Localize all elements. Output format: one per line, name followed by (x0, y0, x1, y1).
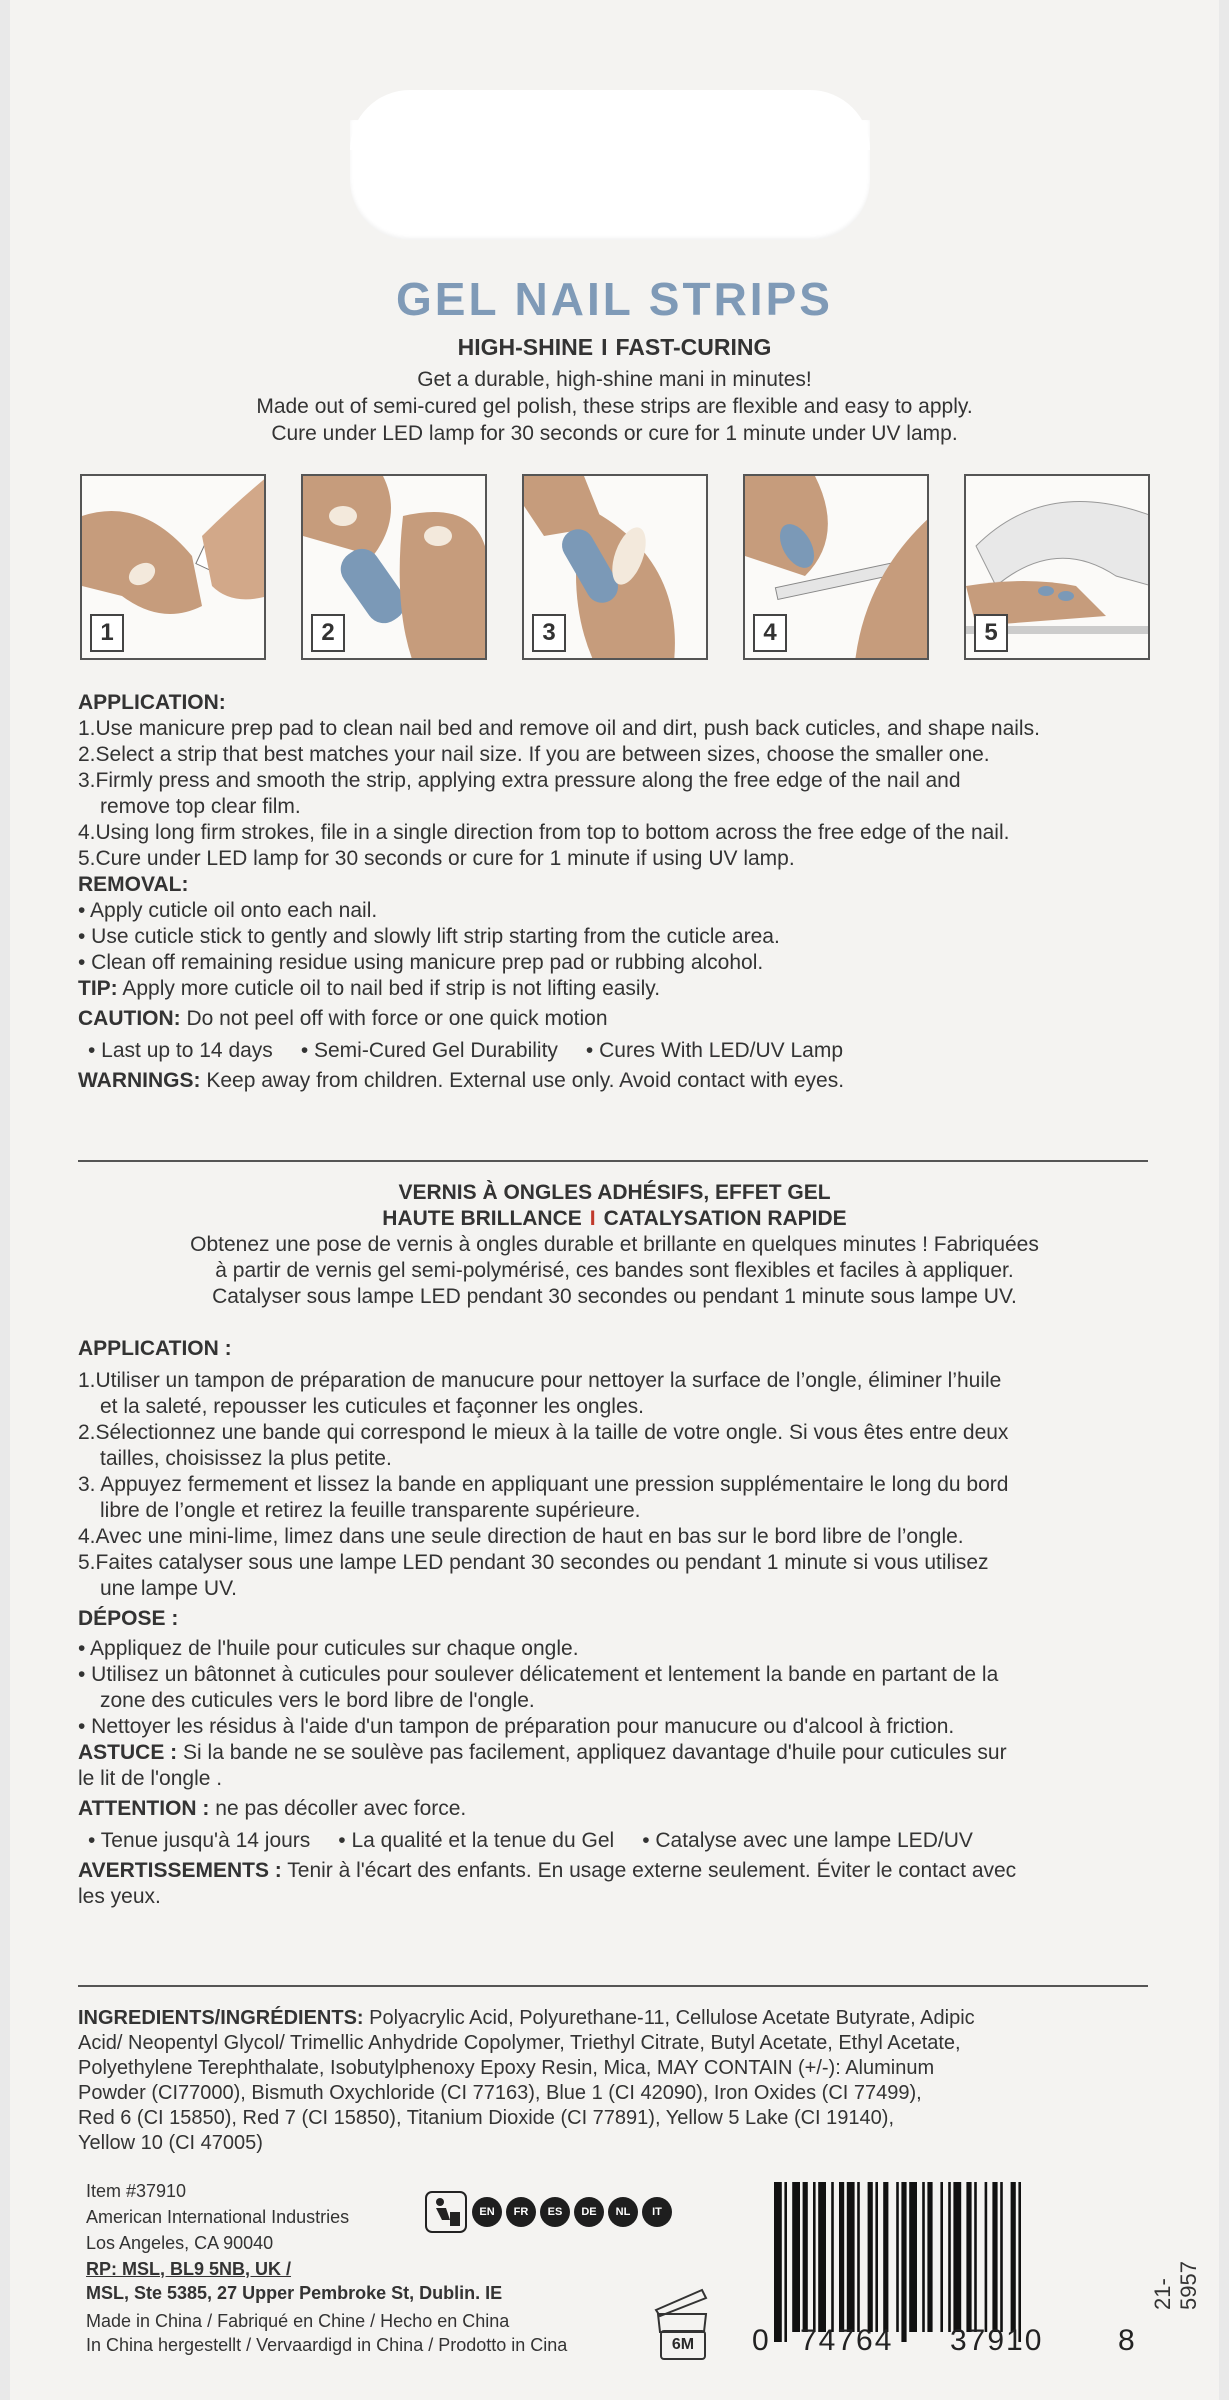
removal-item: • Clean off remaining residue using manicure prep pad or rubbing alcohol. (78, 951, 764, 974)
ingredients-label: INGREDIENTS/INGRÉDIENTS: (78, 2007, 364, 2029)
subtitle-fast-curing: FAST-CURING (615, 334, 772, 360)
rp-address: RP: MSL, BL9 5NB, UK / (86, 2259, 292, 2279)
barcode-bar (940, 2182, 943, 2332)
barcode-bar (922, 2182, 925, 2332)
feature-item: • Cures With LED/UV Lamp (585, 1039, 844, 1062)
barcode-bar (774, 2182, 782, 2342)
barcode-bar (901, 2182, 906, 2342)
barcode-digits-group2: 37910 (950, 2324, 1044, 2357)
open-jar-icon (650, 2284, 714, 2334)
feature-item: • Last up to 14 days (88, 1039, 273, 1062)
barcode-bar (992, 2182, 997, 2332)
ingredients-line: Acid/ Neopentyl Glycol/ Trimellic Anhydride Copolymer, Triethyl Citrate, Butyl Acetate, Ethyl Acetate, (78, 2032, 961, 2054)
french-tip-text: le lit de l'ongle . (78, 1767, 223, 1790)
barcode-bar (868, 2182, 873, 2332)
made-in-line: In China hergestellt / Vervaardigd in China / Prodotto in Cina (86, 2335, 568, 2355)
barcode-bar (847, 2182, 855, 2332)
french-intro-line: à partir de vernis gel semi-polymérisé, ces bandes sont flexibles et faciles à appliquer. (215, 1259, 1014, 1282)
french-instructions (78, 1336, 1158, 1910)
barcode-bar (803, 2182, 808, 2332)
french-header (0, 1180, 1229, 1310)
french-subtitle-separator: I (589, 1207, 596, 1230)
barcode-bar (813, 2182, 816, 2332)
barcode-bar (927, 2182, 932, 2332)
caution-label: CAUTION: (78, 1007, 181, 1030)
warnings-label: WARNINGS: (78, 1069, 201, 1092)
barcode-bar (1018, 2182, 1021, 2342)
barcode-bar (948, 2182, 951, 2332)
divider (78, 1985, 1148, 1987)
barcode-bar (1011, 2182, 1016, 2332)
removal-item: • Use cuticle stick to gently and slowly lift strip starting from the cuticle area. (78, 925, 780, 948)
caution-text: Do not peel off with force or one quick motion (186, 1007, 608, 1030)
french-intro-line: Obtenez une pose de vernis à ongles durable et brillante en quelques minutes ! Fabriquées (190, 1233, 1039, 1256)
ingredients-line: Yellow 10 (CI 47005) (78, 2132, 263, 2154)
feature-item: • Semi-Cured Gel Durability (300, 1039, 558, 1062)
barcode-bar (966, 2182, 971, 2332)
application-step: 1.Use manicure prep pad to clean nail bed and remove oil and dirt, push back cuticles, and shape nails. (78, 717, 1040, 740)
step-3-illustration (522, 474, 708, 660)
barcode-bar (857, 2182, 860, 2332)
intro-line: Made out of semi-cured gel polish, these strips are flexible and easy to apply. (256, 395, 973, 418)
french-removal-item: zone des cuticules vers le bord libre de l'ongle. (100, 1689, 535, 1712)
barcode-bar (909, 2182, 917, 2332)
french-feature-item: • Catalyse avec une lampe LED/UV (642, 1829, 973, 1852)
ingredients-line: Powder (CI77000), Bismuth Oxychloride (CI 77163), Blue 1 (CI 42090), Iron Oxides (CI 77499), (78, 2082, 922, 2104)
french-caution-text: ne pas décoller avec force. (215, 1797, 467, 1820)
french-application-step: 4.Avec une mini-lime, limez dans une seule direction de haut en bas sur le bord libre de l’ongle. (78, 1525, 964, 1548)
french-feature-item: • Tenue jusqu'à 14 jours (88, 1829, 311, 1852)
language-de-badge: DE (574, 2197, 604, 2227)
french-subtitle-b: CATALYSATION RAPIDE (603, 1207, 847, 1230)
barcode-bar (831, 2182, 834, 2332)
barcode-bar (953, 2182, 961, 2332)
feature-list (88, 1038, 1158, 1064)
french-application-step: et la saleté, repousser les cuticules et façonner les ongles. (100, 1395, 644, 1418)
removal-heading: REMOVAL: (78, 873, 189, 896)
barcode-digit-left: 0 (752, 2324, 771, 2357)
step-number: 1 (90, 614, 124, 652)
step-number: 5 (974, 614, 1008, 652)
french-application-step: 5.Faites catalyser sous une lampe LED pendant 30 secondes ou pendant 1 minute si vous utilisez (78, 1551, 989, 1574)
application-step: 2.Select a strip that best matches your nail size. If you are between sizes, choose the smaller one. (78, 743, 990, 766)
barcode-bar (839, 2182, 844, 2332)
french-warnings-text: les yeux. (78, 1885, 161, 1908)
hang-hole (350, 120, 870, 240)
barcode-bar (875, 2182, 878, 2332)
application-step: 4.Using long firm strokes, file in a single direction from top to bottom across the free edge of the nail. (78, 821, 1010, 844)
french-application-step: 2.Sélectionnez une bande qui correspond le mieux à la taille de votre ongle. Si vous êtes entre deux (78, 1421, 1009, 1444)
warnings-text: Keep away from children. External use only. Avoid contact with eyes. (206, 1069, 845, 1092)
barcode-bar (985, 2182, 988, 2332)
product-subtitle (0, 334, 1229, 361)
icon-row (424, 2190, 672, 2234)
french-application-step: une lampe UV. (100, 1577, 237, 1600)
french-removal-item: • Utilisez un bâtonnet à cuticules pour soulever délicatement et lentement la bande en partant de la (78, 1663, 999, 1686)
french-warnings-text: Tenir à l'écart des enfants. En usage externe seulement. Éviter le contact avec (287, 1859, 1017, 1882)
language-nl-badge: NL (608, 2197, 638, 2227)
step-5-illustration (964, 474, 1150, 660)
item-number: Item #37910 (86, 2181, 187, 2201)
french-removal-item: • Appliquez de l'huile pour cuticules sur chaque ongle. (78, 1637, 579, 1660)
barcode-bar (896, 2182, 899, 2332)
french-intro-line: Catalyser sous lampe LED pendant 30 secondes ou pendant 1 minute sous lampe UV. (212, 1285, 1017, 1308)
french-tip-text: Si la bande ne se soulève pas facilement, appliquez davantage d'huile pour cuticules sur (183, 1741, 1007, 1764)
barcode-digit-right: 8 (1118, 2324, 1137, 2357)
french-warnings-label: AVERTISSEMENTS : (78, 1859, 282, 1882)
french-feature-list (88, 1828, 1158, 1854)
intro-line: Cure under LED lamp for 30 seconds or cure for 1 minute under UV lamp. (271, 422, 958, 445)
ingredients (78, 2006, 1158, 2156)
language-fr-badge: FR (506, 2197, 536, 2227)
ingredients-line: Polyacrylic Acid, Polyurethane-11, Cellulose Acetate Butyrate, Adipic (369, 2007, 975, 2029)
french-application-heading: APPLICATION : (78, 1337, 232, 1360)
made-in-line: Made in China / Fabriqué en Chine / Hecho en China (86, 2311, 510, 2331)
barcode-bar (792, 2182, 800, 2332)
french-removal-heading: DÉPOSE : (78, 1607, 179, 1630)
barcode-bar (818, 2182, 826, 2332)
period-after-opening-icon (650, 2284, 714, 2364)
language-es-badge: ES (540, 2197, 570, 2227)
language-it-badge: IT (642, 2197, 672, 2227)
barcode-bar (974, 2182, 977, 2332)
product-code: 21-5957 (1150, 2261, 1201, 2310)
french-title: VERNIS À ONGLES ADHÉSIFS, EFFET GEL (398, 1181, 831, 1204)
company-name: American International Industries (86, 2207, 350, 2227)
step-number: 4 (753, 614, 787, 652)
barcode-digits-group1: 74764 (800, 2324, 894, 2357)
divider (78, 1160, 1148, 1162)
intro-line: Get a durable, high-shine mani in minutes! (417, 368, 812, 391)
french-application-step: 1.Utiliser un tampon de préparation de manucure pour nettoyer la surface de l’ongle, éliminer l’huile (78, 1369, 1002, 1392)
step-number: 3 (532, 614, 566, 652)
french-feature-item: • La qualité et la tenue du Gel (338, 1829, 615, 1852)
barcode-bar (1000, 2182, 1003, 2332)
ingredients-line: Polyethylene Terephthalate, Isobutylphenoxy Epoxy Resin, Mica, MAY CONTAIN (+/-): Aluminum (78, 2057, 935, 2079)
intro-text (0, 366, 1229, 447)
step-4-illustration (743, 474, 929, 660)
french-caution-label: ATTENTION : (78, 1797, 210, 1820)
ingredients-line: Red 6 (CI 15850), Red 7 (CI 15850), Titanium Dioxide (CI 77891), Yellow 5 Lake (CI 19140), (78, 2107, 894, 2129)
application-step: 5.Cure under LED lamp for 30 seconds or cure for 1 minute if using UV lamp. (78, 847, 795, 870)
french-application-step: 3. Appuyez fermement et lissez la bande en appliquant une pression supplémentaire le long du bord (78, 1473, 1009, 1496)
application-step: remove top clear film. (100, 795, 301, 818)
french-removal-item: • Nettoyer les résidus à l'aide d'un tampon de préparation pour manucure ou d'alcool à friction. (78, 1715, 955, 1738)
subtitle-high-shine: HIGH-SHINE (457, 334, 594, 360)
application-step: 3.Firmly press and smooth the strip, applying extra pressure along the free edge of the nail and (78, 769, 961, 792)
barcode-bar (883, 2182, 888, 2332)
tip-text: Apply more cuticle oil to nail bed if strip is not lifting easily. (122, 977, 661, 1000)
french-subtitle-a: HAUTE BRILLANCE (382, 1207, 582, 1230)
barcode-bar (784, 2182, 787, 2342)
french-tip-label: ASTUCE : (78, 1741, 178, 1764)
msl-address: MSL, Ste 5385, 27 Upper Pembroke St, Dublin. IE (86, 2283, 503, 2303)
step-1-illustration (80, 474, 266, 660)
application-heading: APPLICATION: (78, 691, 226, 714)
pao-label: 6M (660, 2330, 706, 2360)
french-application-step: tailles, choisissez la plus petite. (100, 1447, 392, 1470)
tidyman-recycle-icon (424, 2190, 468, 2234)
french-application-step: libre de l’ongle et retirez la feuille transparente supérieure. (100, 1499, 641, 1522)
tip-label: TIP: (78, 977, 118, 1000)
step-number: 2 (311, 614, 345, 652)
subtitle-separator: I (601, 334, 608, 360)
product-title: GEL NAIL STRIPS (396, 273, 833, 325)
step-2-illustration (301, 474, 487, 660)
english-instructions (78, 690, 1158, 1094)
language-en-badge: EN (472, 2197, 502, 2227)
removal-item: • Apply cuticle oil onto each nail. (78, 899, 378, 922)
company-city: Los Angeles, CA 90040 (86, 2233, 274, 2253)
application-steps (80, 474, 1150, 664)
